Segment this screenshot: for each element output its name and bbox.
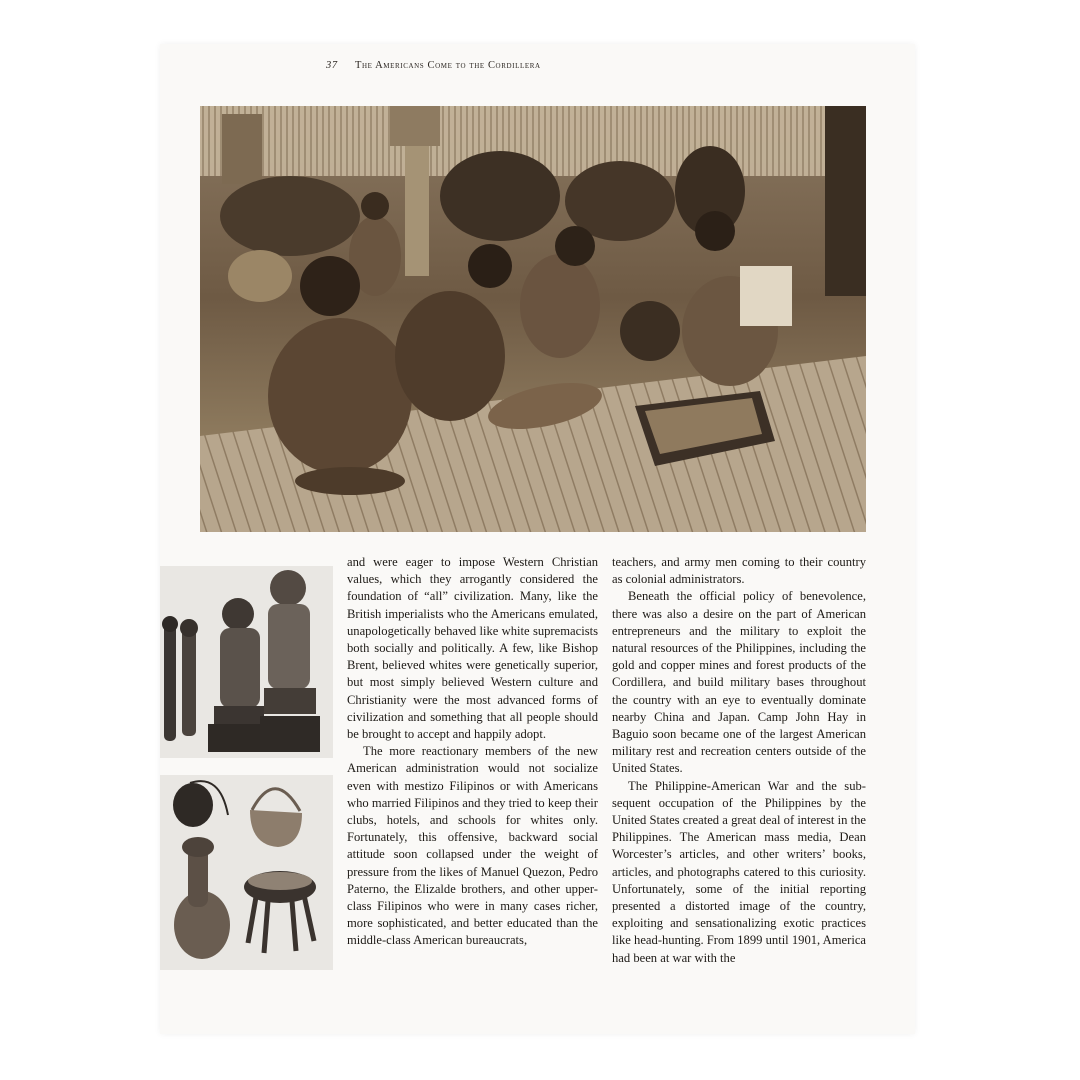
page-number: 37 [326,60,338,71]
paragraph: The more reactionary members of the new American administration would not socialize even with mestizo Filipinos or with Americans who married Filipinos and they tried to keep their clubs, hotels, and schools for whites only. Fortunately, this offensive, backward social attitude soon collapsed under the weight of pressure from the likes of Manuel Quezon, Pedro Paterno, the Elizalde brothers, and other upper-class Filipinos who were in many cases richer, more sophisticated, and better educated than the middle-class American bureaucrats, [347,744,598,948]
carved-figures-photograph [160,566,333,758]
paragraph: Beneath the official policy of benevolence, there was also a desire on the part of American entrepreneurs and the military to exploit the natural resources of the Philippines, including the gold and copper mines and forest products of the Cordillera, and build military bases throughout the country with an eye to eventually dominate nearby China and Japan. Camp John Hay in Baguio soon became one of the largest American military rest and recreation centers outside of the United States. [612,589,866,776]
artifacts-illustration [160,775,333,970]
text-column-left [347,554,598,950]
carved-figures-illustration [160,566,333,758]
artifacts-photograph [160,775,333,970]
paragraph: The Philippine-American War and the subsequent occupation of the Philippines by the United States created a great deal of interest in the Philippines. The American mass media, Dean Worcester’s articles, and other writers’ books, articles, and photographs catered to this curiosity. Unfortunately, some of the initial reporting presented a distorted image of the country, exploiting and sensationalizing exotic practices like head-hunting. From 1899 until 1901, America had been at war with the [612,778,866,965]
text-column-right [612,554,866,967]
paragraph: and were eager to impose Western Christian values, which they arrogantly considered the foundation of “all” civilization. Many, like the British imperialists who the Americans emulated, unapologetically behaved like white supremacists both socially and politically. A few, like Bishop Brent, believed whites were genetically superior, but most simply believed Western culture and Christianity were the most advanced forms of civilization and something that all people should be brought to accept and happily adopt. [347,555,598,742]
running-head [326,60,541,71]
feast-photograph [200,106,866,532]
paragraph: teachers, and army men coming to their country as colonial administrators. [612,555,866,587]
feast-photograph-illustration [200,106,866,532]
chapter-title: The Americans Come to the Cordillera [354,60,541,71]
